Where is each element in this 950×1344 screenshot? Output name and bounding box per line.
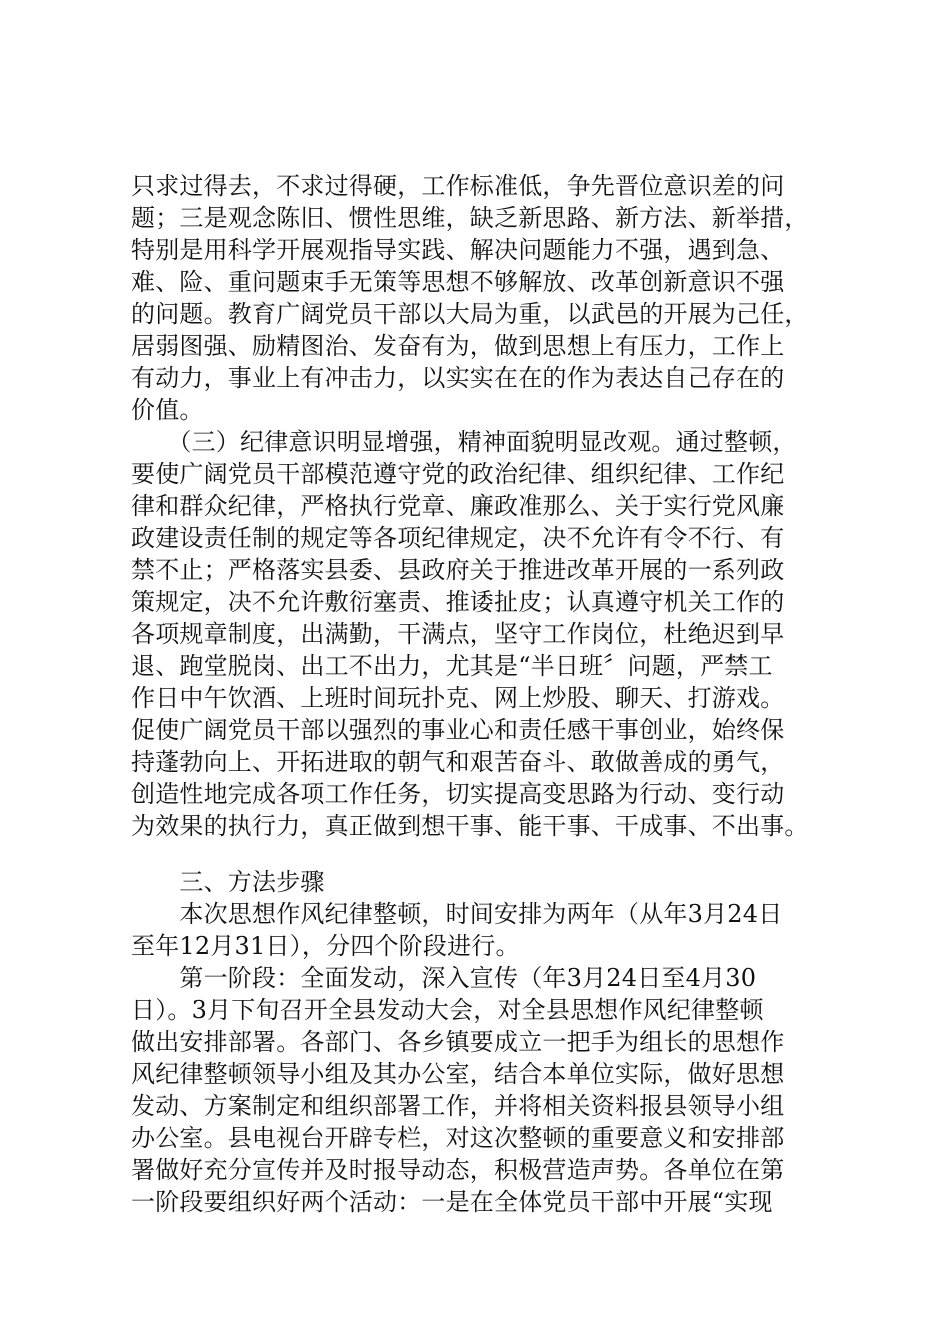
text-line: 至年12月31日），分四个阶段进行。 bbox=[131, 932, 520, 960]
text-line: 价值。 bbox=[131, 396, 204, 424]
text-line: 署做好充分宣传并及时报导动态，积极营造声势。各单位在第 bbox=[131, 1156, 785, 1184]
text-line: 为效果的执行力，真正做到想干事、能干事、干成事、不出事。 bbox=[131, 812, 809, 840]
text-line: 发动、方案制定和组织部署工作，并将相关资料报县领导小组 bbox=[131, 1092, 785, 1120]
text-line: 有动力，事业上有冲击力，以实实在在的作为表达自己存在的 bbox=[131, 364, 785, 392]
text-line: 只求过得去，不求过得硬，工作标准低，争先晋位意识差的问 bbox=[131, 172, 785, 200]
text-line: 一阶段要组织好两个活动：一是在全体党员干部中开展“实现 bbox=[131, 1188, 773, 1216]
text-line: 各项规章制度，出满勤，干满点，坚守工作岗位，杜绝迟到早 bbox=[131, 620, 785, 648]
text-line: 日）。3月下旬召开全县发动大会，对全县思想作风纪律整顿 bbox=[131, 996, 764, 1024]
text-line: 创造性地完成各项工作任务，切实提高变思路为行动、变行动 bbox=[131, 780, 785, 808]
text-line: 策规定，决不允许敷衍塞责、推诿扯皮；认真遵守机关工作的 bbox=[131, 588, 785, 616]
text-line: 禁不止；严格落实县委、县政府关于推进改革开展的一系列政 bbox=[131, 556, 785, 584]
text-line: 作日中午饮酒、上班时间玩扑克、网上炒股、聊天、打游戏。 bbox=[131, 684, 785, 712]
text-line: 律和群众纪律，严格执行党章、廉政准那么、关于实行党风廉 bbox=[131, 492, 785, 520]
text-line: 促使广阔党员干部以强烈的事业心和责任感干事创业，始终保 bbox=[131, 716, 785, 744]
text-line: 做出安排部署。各部门、各乡镇要成立一把手为组长的思想作 bbox=[131, 1028, 785, 1056]
text-line: 第一阶段：全面发动，深入宣传（年3月24日至4月30 bbox=[131, 964, 757, 992]
text-line: 难、险、重问题束手无策等思想不够解放、改革创新意识不强 bbox=[131, 268, 785, 296]
paragraph-gap bbox=[131, 842, 831, 866]
text-line: 题；三是观念陈旧、惯性思维，缺乏新思路、新方法、新举措， bbox=[131, 204, 809, 232]
paragraph-phase-one bbox=[131, 962, 831, 1218]
text-line: 的问题。教育广阔党员干部以大局为重，以武邑的开展为己任， bbox=[131, 300, 809, 328]
paragraph-continuation bbox=[131, 170, 831, 426]
section-heading: 三、方法步骤 bbox=[131, 868, 325, 896]
text-line: 特别是用科学开展观指导实践、解决问题能力不强，遇到急、 bbox=[131, 236, 785, 264]
paragraph-discipline bbox=[131, 426, 831, 842]
text-line: （三）纪律意识明显增强，精神面貌明显改观。通过整顿， bbox=[131, 428, 797, 456]
text-line: 本次思想作风纪律整顿，时间安排为两年（从年3月24日 bbox=[131, 900, 783, 928]
text-line: 要使广阔党员干部模范遵守党的政治纪律、组织纪律、工作纪 bbox=[131, 460, 785, 488]
text-line: 持蓬勃向上、开拓进取的朝气和艰苦奋斗、敢做善成的勇气， bbox=[131, 748, 785, 776]
text-line: 退、跑堂脱岗、出工不出力，尤其是“半日班〞问题，严禁工 bbox=[131, 652, 773, 680]
paragraph-schedule bbox=[131, 898, 831, 962]
text-block bbox=[131, 170, 831, 1218]
text-line: 居弱图强、励精图治、发奋有为，做到思想上有压力，工作上 bbox=[131, 332, 785, 360]
text-line: 办公室。县电视台开辟专栏，对这次整顿的重要意义和安排部 bbox=[131, 1124, 785, 1152]
text-line: 风纪律整顿领导小组及其办公室，结合本单位实际，做好思想 bbox=[131, 1060, 785, 1088]
text-line: 政建设责任制的规定等各项纪律规定，决不允许有令不行、有 bbox=[131, 524, 785, 552]
